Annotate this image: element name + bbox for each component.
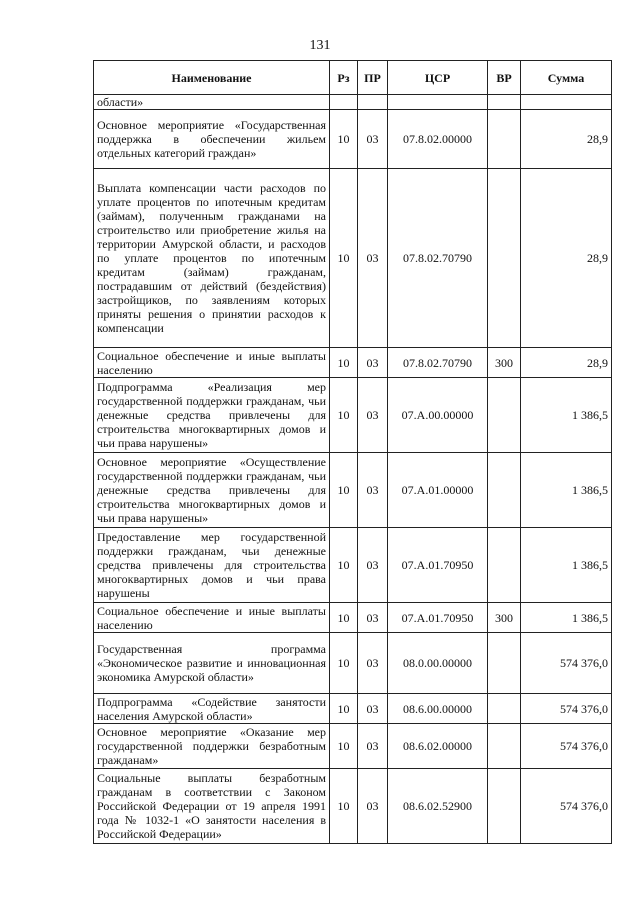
row-name: Социальное обеспечение и иные выплаты населению (94, 348, 330, 378)
table-row (94, 724, 612, 769)
row-pr: 03 (358, 378, 388, 453)
row-csr: 07.8.02.00000 (388, 110, 488, 169)
row-pr: 03 (358, 603, 388, 633)
header-rz: Рз (330, 61, 358, 95)
row-rz: 10 (330, 453, 358, 528)
row-pr: 03 (358, 169, 388, 348)
row-vr (488, 528, 521, 603)
row-rz: 10 (330, 633, 358, 694)
row-vr (488, 453, 521, 528)
row-sum: 28,9 (521, 348, 612, 378)
row-name: Основное мероприятие «Государственная поддержка в обеспечении жильем отдельных категорий граждан» (94, 110, 330, 169)
row-sum: 1 386,5 (521, 603, 612, 633)
row-sum: 1 386,5 (521, 528, 612, 603)
row-name: Основное мероприятие «Оказание мер государственной поддержки безработным гражданам» (94, 724, 330, 769)
row-rz: 10 (330, 528, 358, 603)
row-vr: 300 (488, 348, 521, 378)
row-csr: 08.6.00.00000 (388, 694, 488, 724)
row-sum (521, 95, 612, 110)
header-vr: ВР (488, 61, 521, 95)
row-csr: 07.А.01.00000 (388, 453, 488, 528)
row-name: Основное мероприятие «Осуществление государственной поддержки гражданам, чьи денежные средства привлечены для строительства многоквартирных домов и чьи права нарушены» (94, 453, 330, 528)
table-row (94, 378, 612, 453)
row-csr: 08.6.02.00000 (388, 724, 488, 769)
row-sum: 1 386,5 (521, 378, 612, 453)
row-csr: 08.6.02.52900 (388, 769, 488, 844)
row-rz (330, 95, 358, 110)
budget-table (93, 60, 612, 844)
row-sum: 574 376,0 (521, 724, 612, 769)
row-pr: 03 (358, 633, 388, 694)
row-vr (488, 694, 521, 724)
row-rz: 10 (330, 694, 358, 724)
row-name: Выплата компенсации части расходов по уплате процентов по ипотечным кредитам (займам), полученным гражданами на строительство или приобретение жилья на территории Амурской области, и расходов по уплате процентов по ипотечным кредитам (займам) гражданам, пострадавшим от действий (бездействия) застройщиков, по заявлениям которых приняты решения о принятии расходов к компенсации (94, 169, 330, 348)
row-vr (488, 110, 521, 169)
header-sum: Сумма (521, 61, 612, 95)
row-vr (488, 378, 521, 453)
row-rz: 10 (330, 603, 358, 633)
row-sum: 574 376,0 (521, 633, 612, 694)
row-name: Предоставление мер государственной поддержки гражданам, чьи денежные средства привлечены для строительства многоквартирных домов и чьи права нарушены (94, 528, 330, 603)
row-vr (488, 169, 521, 348)
table-row (94, 528, 612, 603)
row-pr: 03 (358, 453, 388, 528)
row-rz: 10 (330, 169, 358, 348)
row-csr: 08.0.00.00000 (388, 633, 488, 694)
row-rz: 10 (330, 769, 358, 844)
table-row (94, 769, 612, 844)
row-sum: 574 376,0 (521, 694, 612, 724)
row-csr (388, 95, 488, 110)
row-sum: 28,9 (521, 169, 612, 348)
row-csr: 07.А.01.70950 (388, 528, 488, 603)
row-name: Социальные выплаты безработным гражданам в соответствии с Законом Российской Федерации от 19 апреля 1991 года № 1032-1 «О занятости населения в Российской Федерации» (94, 769, 330, 844)
page-number: 131 (309, 38, 331, 53)
table-row (94, 603, 612, 633)
row-name: Государственная программа «Экономическое развитие и инновационная экономика Амурской области» (94, 633, 330, 694)
row-name: области» (94, 95, 330, 110)
row-rz: 10 (330, 378, 358, 453)
row-pr: 03 (358, 724, 388, 769)
table-row (94, 694, 612, 724)
row-name: Подпрограмма «Содействие занятости населения Амурской области» (94, 694, 330, 724)
row-pr: 03 (358, 769, 388, 844)
table-row (94, 95, 612, 110)
row-pr: 03 (358, 348, 388, 378)
table-header-row (94, 61, 612, 95)
row-pr: 03 (358, 694, 388, 724)
row-pr: 03 (358, 528, 388, 603)
row-sum: 28,9 (521, 110, 612, 169)
row-name: Подпрограмма «Реализация мер государственной поддержки гражданам, чьи денежные средства привлечены для строительства многоквартирных домов и чьи права нарушены» (94, 378, 330, 453)
row-csr: 07.8.02.70790 (388, 169, 488, 348)
table-row (94, 110, 612, 169)
table-row (94, 633, 612, 694)
header-name: Наименование (94, 61, 330, 95)
row-name: Социальное обеспечение и иные выплаты населению (94, 603, 330, 633)
row-rz: 10 (330, 348, 358, 378)
header-csr: ЦСР (388, 61, 488, 95)
row-vr: 300 (488, 603, 521, 633)
row-pr: 03 (358, 110, 388, 169)
row-sum: 574 376,0 (521, 769, 612, 844)
table-row (94, 453, 612, 528)
row-sum: 1 386,5 (521, 453, 612, 528)
row-csr: 07.А.00.00000 (388, 378, 488, 453)
row-vr (488, 95, 521, 110)
table-row (94, 348, 612, 378)
row-vr (488, 724, 521, 769)
row-rz: 10 (330, 724, 358, 769)
row-vr (488, 769, 521, 844)
header-pr: ПР (358, 61, 388, 95)
row-csr: 07.А.01.70950 (388, 603, 488, 633)
row-csr: 07.8.02.70790 (388, 348, 488, 378)
table-row (94, 169, 612, 348)
row-rz: 10 (330, 110, 358, 169)
row-pr (358, 95, 388, 110)
row-vr (488, 633, 521, 694)
